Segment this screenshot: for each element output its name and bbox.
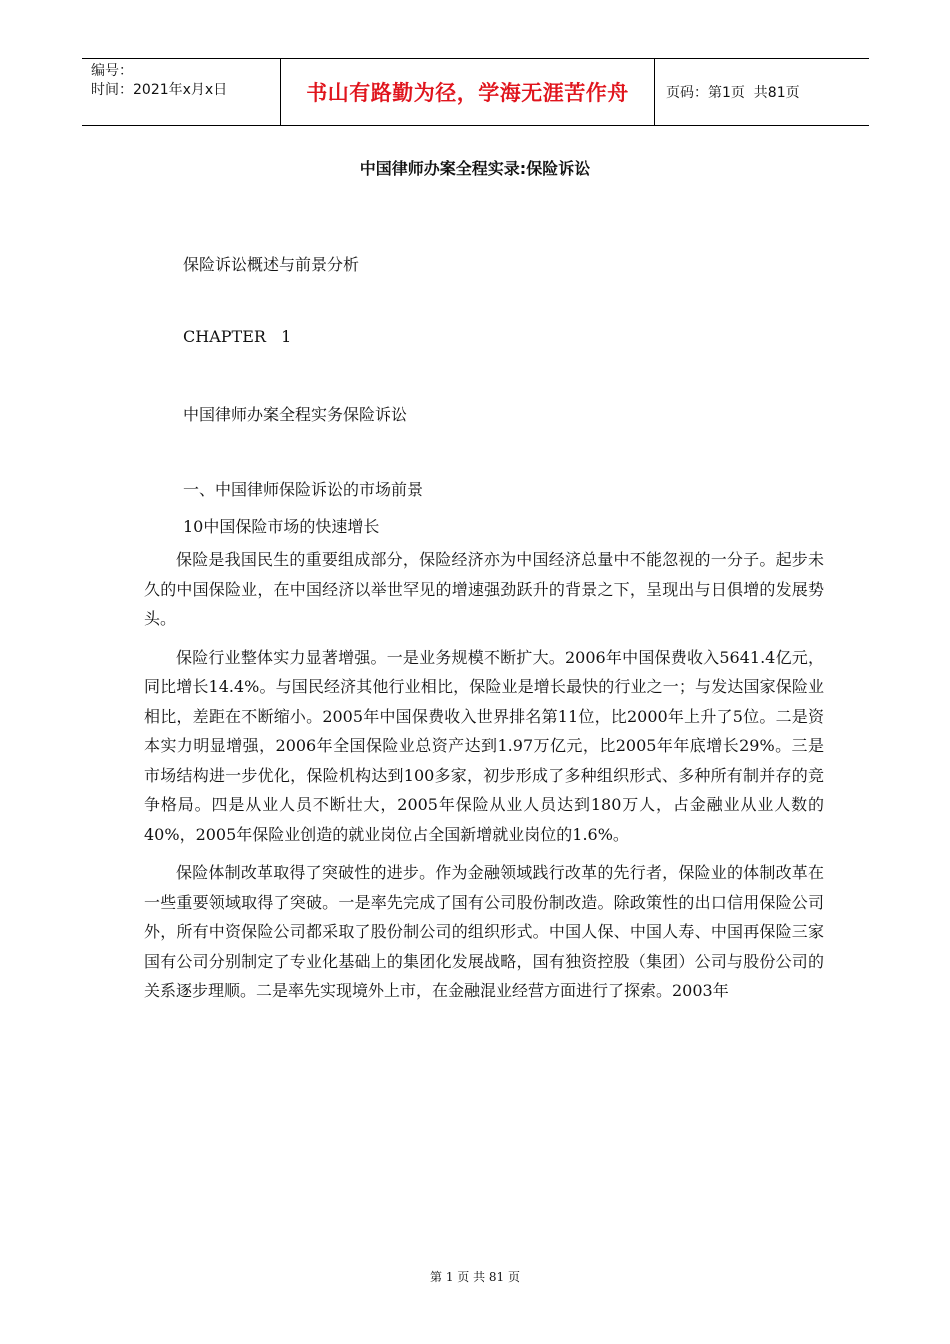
section-heading: 保险诉讼概述与前景分析 (183, 255, 360, 274)
page-footer: 第 1 页 共 81 页 (430, 1270, 520, 1284)
header-meta-cell (82, 59, 281, 125)
page-header (82, 58, 869, 126)
paragraph: 保险是我国民生的重要组成部分，保险经济亦为中国经济总量中不能忽视的一分子。起步未久的中国保险业，在中国经济以举世罕见的增速强劲跃升的背景之下，呈现出与日俱增的发展势头。 (144, 550, 824, 628)
body-text (144, 545, 824, 1006)
document-number-label: 编号： (91, 63, 133, 79)
header-page-info: 页码：第1页 共81页 (666, 85, 800, 101)
chapter-label: CHAPTER 1 (183, 327, 292, 346)
header-motto: 书山有路勤为径，学海无涯苦作舟 (281, 59, 655, 125)
document-time-label: 时间：2021年x月x日 (91, 82, 228, 98)
paragraph: 保险体制改革取得了突破性的进步。作为金融领域践行改革的先行者，保险业的体制改革在一些重要领域取得了突破。一是率先完成了国有公司股份制改造。除政策性的出口信用保险公司外，所有中资保险公司都采取了股份制公司的组织形式。中国人保、中国人寿、中国再保险三家国有公司分别制定了专业化基础上的集团化发展战略，国有独资控股（集团）公司与股份公司的关系逐步理顺。二是率先实现境外上市，在金融混业经营方面进行了探索。2003年 (144, 863, 824, 1000)
heading-level-2: 10中国保险市场的快速增长 (183, 517, 380, 536)
document-title: 中国律师办案全程实录:保险诉讼 (359, 159, 591, 178)
chapter-subtitle: 中国律师办案全程实务保险诉讼 (183, 405, 408, 424)
heading-level-1: 一、中国律师保险诉讼的市场前景 (183, 480, 424, 499)
paragraph: 保险行业整体实力显著增强。一是业务规模不断扩大。2006年中国保费收入5641.4亿元，同比增长14.4%。与国民经济其他行业相比，保险业是增长最快的行业之一；与发达国家保险业相比，差距在不断缩小。2005年中国保费收入世界排名第11位，比2000年上升了5位。二是资本实力明显增强，2006年全国保险业总资产达到1.97万亿元，比2005年年底增长29%。三是市场结构进一步优化，保险机构达到100多家，初步形成了多种组织形式、多种所有制并存的竞争格局。四是从业人员不断壮大，2005年保险从业人员达到180万人，占金融业从业人数的40%，2005年保险业创造的就业岗位占全国新增就业岗位的1.6%。 (144, 647, 824, 844)
